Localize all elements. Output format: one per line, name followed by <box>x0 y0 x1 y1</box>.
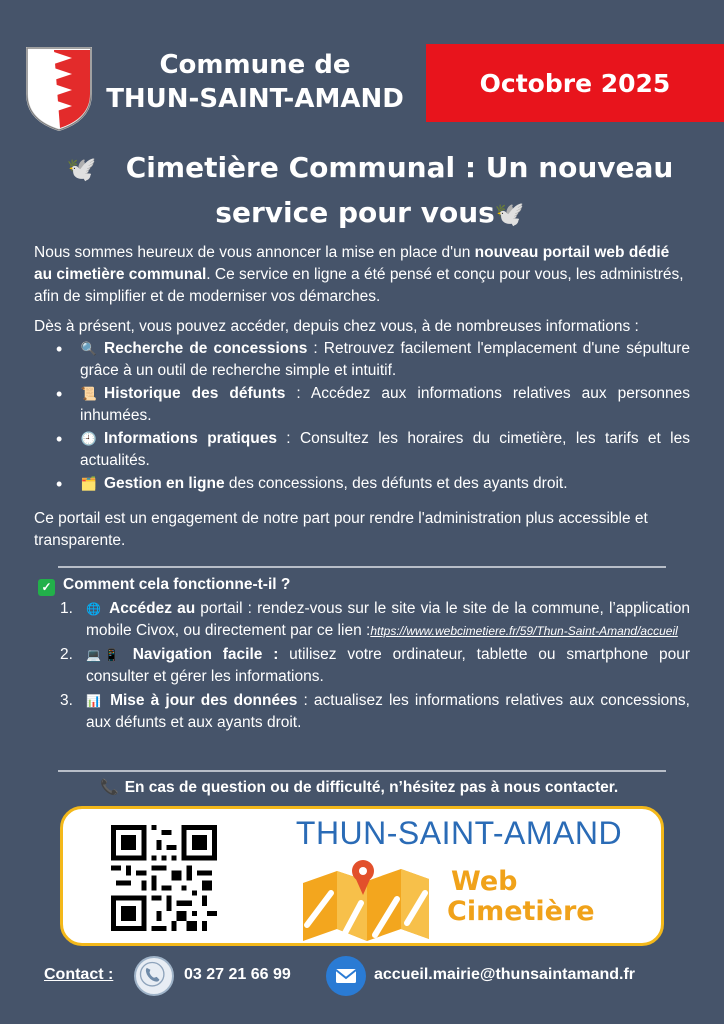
commune-line2: THUN-SAINT-AMAND <box>106 84 404 114</box>
divider <box>58 770 666 772</box>
feature-title: Historique des défunts <box>104 385 286 402</box>
date-banner <box>426 44 724 122</box>
tablet-icon: 📱 <box>103 648 119 662</box>
step-title: Navigation facile : <box>132 646 279 663</box>
how-title <box>38 576 290 596</box>
step-text: utilisez votre ordinateur, tablette ou smartphone pour consulter et gérer les informations. <box>86 646 691 685</box>
feature-text: : Retrouvez facilement l'emplacement d'une sépulture grâce à un outil de recherche simple et intuitif. <box>80 340 690 379</box>
help-text: En cas de question ou de difficulté, n’hésitez pas à nous contacter. <box>124 779 619 796</box>
list-item <box>56 383 690 427</box>
logo-line2: Cimetière <box>447 896 595 927</box>
step-number: 2. <box>60 646 73 663</box>
phone-icon <box>134 956 174 996</box>
laptop-icon: 💻 <box>86 648 101 662</box>
steps-list <box>60 598 690 736</box>
step-number: 1. <box>60 600 73 617</box>
phone-number[interactable]: 03 27 21 66 99 <box>184 966 291 983</box>
how-title-text: Comment cela fonctionne-t-il ? <box>63 576 291 593</box>
step-title: Mise à jour des données <box>110 692 298 709</box>
title-line1: Cimetière Communal : Un nouveau <box>125 151 674 184</box>
step-text: : actualisez les informations relatives aux concessions, aux défunts et aux ayants droit. <box>86 692 690 731</box>
commune-line1: Commune de <box>159 50 351 80</box>
feature-list <box>56 338 690 496</box>
qr-code[interactable] <box>111 825 217 931</box>
map-pin-icon <box>297 853 435 943</box>
step-number: 3. <box>60 692 73 709</box>
contact-label: Contact : <box>44 966 114 983</box>
feature-text: : Accédez aux informations relatives aux personnes inhumées. <box>80 385 690 424</box>
checkmark-icon: ✓ <box>38 579 55 596</box>
list-item <box>56 473 690 495</box>
card-title: THUN-SAINT-AMAND <box>295 815 623 851</box>
feature-title: Gestion en ligne <box>104 475 225 492</box>
list-item <box>60 690 690 734</box>
step-title: Accédez au <box>109 600 196 617</box>
web-cimetiere-card <box>60 806 664 946</box>
list-item <box>60 644 690 688</box>
step-text: portail : rendez-vous sur le site via le site de la commune, l’application mobile Civox, ou directement par ce lien : <box>86 600 690 639</box>
folder-icon: 🗂️ <box>80 476 98 491</box>
feature-text: : Consultez les horaires du cimetière, les tarifs et les actualités. <box>80 430 690 469</box>
feature-text: des concessions, des défunts et des ayants droit. <box>224 475 568 492</box>
list-item <box>60 598 690 642</box>
list-item <box>56 428 690 472</box>
chart-icon: 📊 <box>86 694 101 708</box>
title-line2: service pour vous <box>215 196 495 229</box>
intro-paragraph <box>34 242 690 308</box>
closing-paragraph: Ce portail est un engagement de notre part pour rendre l'administration plus accessible et transparente. <box>34 510 648 549</box>
web-cimetiere-logo <box>447 867 595 927</box>
features-intro: Dès à présent, vous pouvez accéder, depuis chez vous, à de nombreuses informations : <box>34 318 639 335</box>
dove-icon: 🕊️ <box>494 200 525 228</box>
date-text: Octobre 2025 <box>479 68 671 98</box>
mail-icon <box>326 956 366 996</box>
coat-of-arms-logo <box>24 44 94 132</box>
portal-link[interactable]: https://www.webcimetiere.fr/59/Thun-Saint-Amand/accueil <box>370 624 678 638</box>
globe-icon: 🌐 <box>86 602 101 616</box>
dove-icon: 🕊️ <box>66 155 97 183</box>
list-item <box>56 338 690 382</box>
intro-text-end: . Ce service en ligne a été pensé et conçu pour vous, les administrés, afin de simplifier et de moderniser vos démarches. <box>34 266 684 305</box>
scroll-icon: 📜 <box>80 386 98 401</box>
magnifier-icon: 🔍 <box>80 341 98 356</box>
clock-icon: 🕘 <box>80 431 98 446</box>
phone-receiver-icon: 📞 <box>100 779 119 796</box>
feature-title: Informations pratiques <box>104 430 277 447</box>
intro-highlight: nouveau portail web dédié au cimetière communal <box>34 244 670 283</box>
commune-name <box>100 48 410 116</box>
intro-text: Nous sommes heureux de vous annoncer la mise en place d'un <box>34 244 475 261</box>
logo-line1: Web <box>451 866 518 897</box>
feature-title: Recherche de concessions <box>104 340 308 357</box>
help-line <box>100 778 640 797</box>
page-title <box>60 146 680 236</box>
divider <box>58 566 666 568</box>
email-address[interactable]: accueil.mairie@thunsaintamand.fr <box>374 966 636 983</box>
